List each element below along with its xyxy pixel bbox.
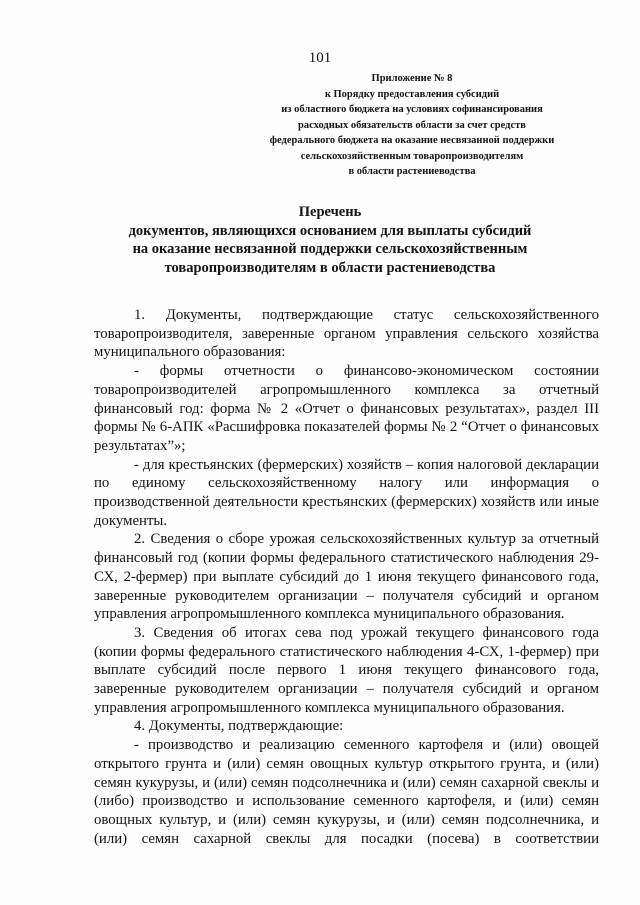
paragraph-1-item-reporting-forms: - формы отчетности о финансово-экономическом состоянии товаропроизводителей агропромышленного комплекса за отчетный финансовый год: форма № 2 «Отчет о финансовых результатах», раздел III формы № 6-АПК «Расшифровка показателей формы № 2 “Отчет о финансовых результатах”»; bbox=[94, 363, 599, 454]
paragraph-1: 1. Документы, подтверждающие статус сельскохозяйственного товаропроизводителя, заверенные органом управления сельского хозяйства муниципального образования: bbox=[94, 307, 599, 361]
appendix-heading bbox=[262, 71, 562, 180]
paragraph-4: 4. Документы, подтверждающие: bbox=[134, 718, 344, 735]
paragraph-2: 2. Сведения о сборе урожая сельскохозяйственных культур за отчетный финансовый год (копии формы федерального статистического наблюдения 29-СХ, 2-фермер) при выплате субсидий до 1 июня текущего финансового года, заверенные руководителем организации – получателя субсидий и органом управления агропромышленного комплекса муниципального образования. bbox=[94, 531, 599, 623]
appendix-line: сельскохозяйственным товаропроизводителям bbox=[300, 150, 524, 162]
title-line: документов, являющихся основанием для выплаты субсидий bbox=[128, 222, 532, 239]
paragraph-1-item-farm-declaration: - для крестьянских (фермерских) хозяйств – копия налоговой декларации по единому сельскохозяйственному налогу или информация о производственной деятельности крестьянских (фермерских) хозяйств или иные документы. bbox=[94, 456, 599, 529]
paragraph-3: 3. Сведения об итогах сева под урожай текущего финансового года (копии формы федерального статистического наблюдения 4-СХ, 1-фермер) при выплате субсидий после первого 1 июня текущего финансового года, заверенные руководителем организации – получателя субсидий и органом управления агропромышленного комплекса муниципального образования. bbox=[94, 624, 599, 716]
page-number: 101 bbox=[308, 50, 332, 66]
appendix-line: Приложение № 8 bbox=[371, 73, 453, 84]
title-line: Перечень bbox=[298, 204, 362, 220]
document-title bbox=[60, 203, 600, 277]
appendix-line: к Порядку предоставления субсидий bbox=[324, 88, 500, 100]
appendix-line: из областного бюджета на условиях софинансирования bbox=[281, 104, 543, 115]
paragraph-4-item-production: - производство и реализацию семенного картофеля и (или) овощей открытого грунта и (или) семян овощных культур открытого грунта, и (или) семян кукурузы, и (или) семян подсолнечника и (или) семян сахарной свеклы и (либо) производство и использование семенного картофеля, и (или) семян овощных культур, и (или) семян кукурузы, и (или) семян подсолнечника, и (или) семян сахарной свеклы для посадки (посева) в соответствии bbox=[94, 737, 599, 847]
appendix-line: расходных обязательств области за счет средств bbox=[298, 119, 526, 131]
document-body bbox=[94, 306, 599, 848]
title-line: товаропроизводителям в области растениеводства bbox=[164, 259, 496, 276]
title-line: на оказание несвязанной поддержки сельскохозяйственным bbox=[132, 241, 528, 257]
appendix-line: в области растениеводства bbox=[348, 166, 476, 177]
appendix-line: федерального бюджета на оказание несвязанной поддержки bbox=[269, 135, 555, 146]
